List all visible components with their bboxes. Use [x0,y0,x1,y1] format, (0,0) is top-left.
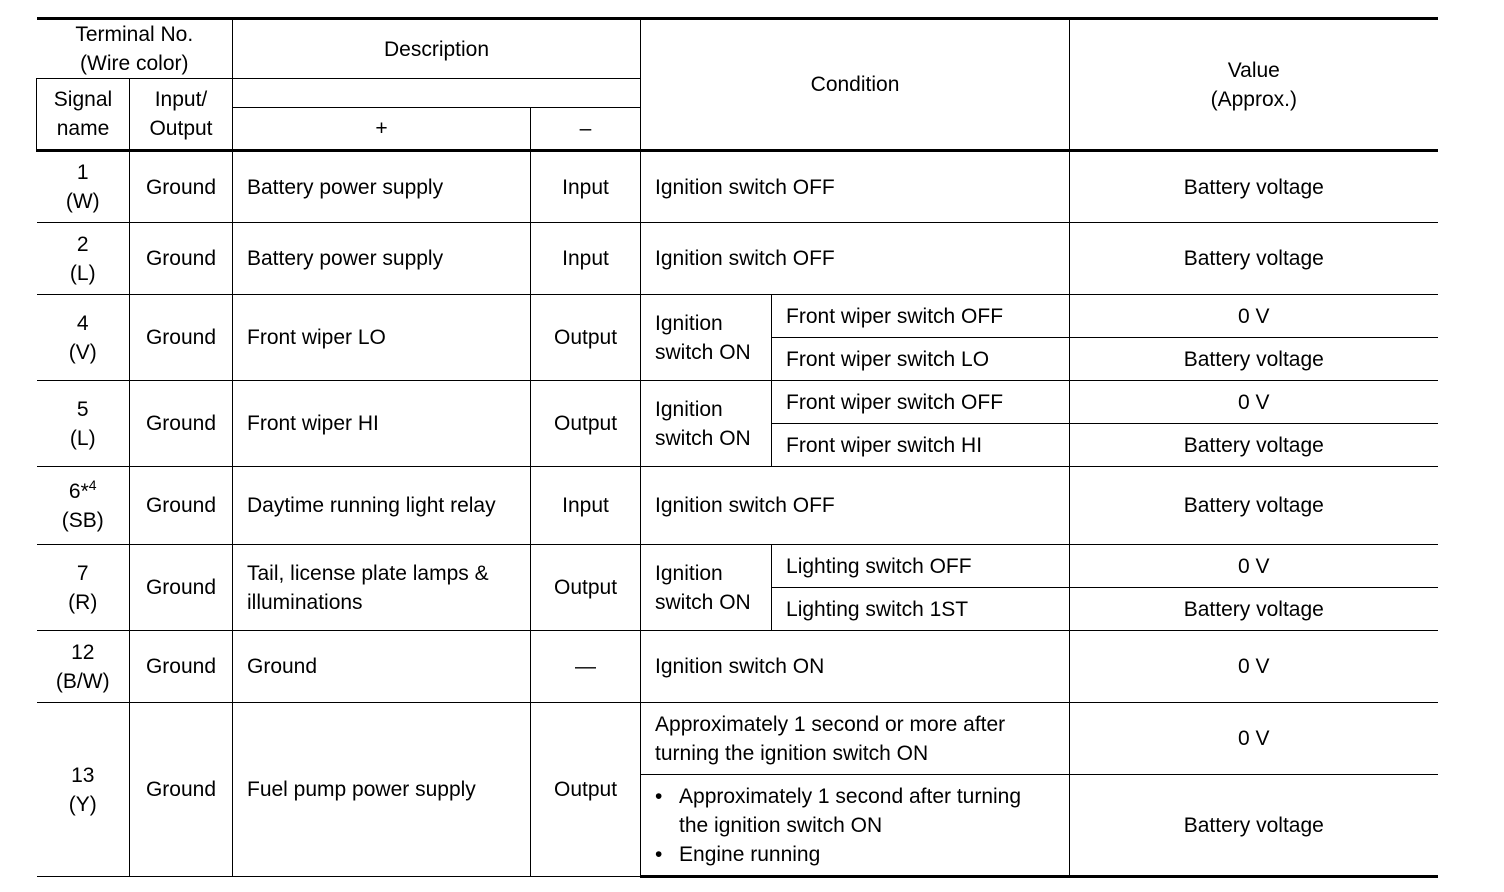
bullet-item: • Approximately 1 second after turning the ignition switch ON [655,782,1055,840]
minus-cell: Ground [130,703,233,877]
table-row [37,151,1438,223]
value-cell: Battery voltage [1070,588,1438,631]
io-cell: Output [531,703,641,877]
terminal-cell: 7 (R) [37,545,130,631]
bullet-item: • Engine running [655,840,1055,869]
table-row [37,467,1438,545]
value-cell: 0 V [1070,545,1438,588]
minus-cell: Ground [130,151,233,223]
condition-sub-cell: Lighting switch OFF [772,545,1070,588]
condition-main-cell: Ignition switch ON [641,381,772,467]
value-cell: Battery voltage [1070,775,1438,877]
value-cell: Battery voltage [1070,338,1438,381]
header-input-output: Input/ Output [130,79,233,151]
minus-cell: Ground [130,467,233,545]
terminal-cell: 4 (V) [37,295,130,381]
condition-cell: Approximately 1 second or more after turning the ignition switch ON [641,703,1070,775]
header-condition: Condition [641,19,1070,151]
footnote-superscript: 4 [88,476,97,493]
header-value: Value (Approx.) [1070,19,1438,151]
terminal-table [36,17,1438,878]
value-cell: Battery voltage [1070,151,1438,223]
value-cell: 0 V [1070,295,1438,338]
condition-sub-cell: Front wiper switch OFF [772,381,1070,424]
condition-cell: Ignition switch ON [641,631,1070,703]
signal-cell: Fuel pump power supply [233,703,531,877]
value-cell: Battery voltage [1070,467,1438,545]
signal-cell: Tail, license plate lamps & illuminations [233,545,531,631]
minus-cell: Ground [130,295,233,381]
header-terminal-no: Terminal No. (Wire color) [37,19,233,79]
signal-cell: Battery power supply [233,151,531,223]
signal-cell: Front wiper LO [233,295,531,381]
header-signal-name: Signal name [37,79,130,151]
terminal-cell: 6*$^4$ (SB) [37,467,130,545]
condition-cell: Ignition switch OFF [641,223,1070,295]
io-cell: Input [531,151,641,223]
condition-main-cell: Ignition switch ON [641,545,772,631]
condition-sub-cell: Front wiper switch HI [772,424,1070,467]
table-row [37,381,1438,424]
minus-cell: Ground [130,545,233,631]
io-cell: — [531,631,641,703]
value-cell: 0 V [1070,631,1438,703]
io-cell: Output [531,381,641,467]
value-cell: 0 V [1070,381,1438,424]
io-cell: Output [531,545,641,631]
signal-cell: Daytime running light relay [233,467,531,545]
io-cell: Input [531,467,641,545]
value-cell: Battery voltage [1070,223,1438,295]
header-minus: – [531,108,641,151]
signal-cell: Front wiper HI [233,381,531,467]
terminal-cell: 2 (L) [37,223,130,295]
terminal-cell: 12 (B/W) [37,631,130,703]
value-cell: Battery voltage [1070,424,1438,467]
minus-cell: Ground [130,381,233,467]
condition-sub-cell: Front wiper switch OFF [772,295,1070,338]
minus-cell: Ground [130,223,233,295]
header-plus: + [233,108,531,151]
io-cell: Output [531,295,641,381]
condition-cell: Ignition switch OFF [641,467,1070,545]
condition-main-cell: Ignition switch ON [641,295,772,381]
signal-cell: Ground [233,631,531,703]
condition-cell [641,775,1070,877]
condition-cell: Ignition switch OFF [641,151,1070,223]
terminal-cell: 5 (L) [37,381,130,467]
table-row [37,223,1438,295]
table-row [37,295,1438,338]
table-row [37,545,1438,588]
value-cell: 0 V [1070,703,1438,775]
header-description: Description [233,19,641,79]
io-cell: Input [531,223,641,295]
terminal-cell: 1 (W) [37,151,130,223]
signal-cell: Battery power supply [233,223,531,295]
table-row [37,703,1438,775]
condition-sub-cell: Lighting switch 1ST [772,588,1070,631]
terminal-cell: 13 (Y) [37,703,130,877]
table-row [37,631,1438,703]
condition-sub-cell: Front wiper switch LO [772,338,1070,381]
minus-cell: Ground [130,631,233,703]
